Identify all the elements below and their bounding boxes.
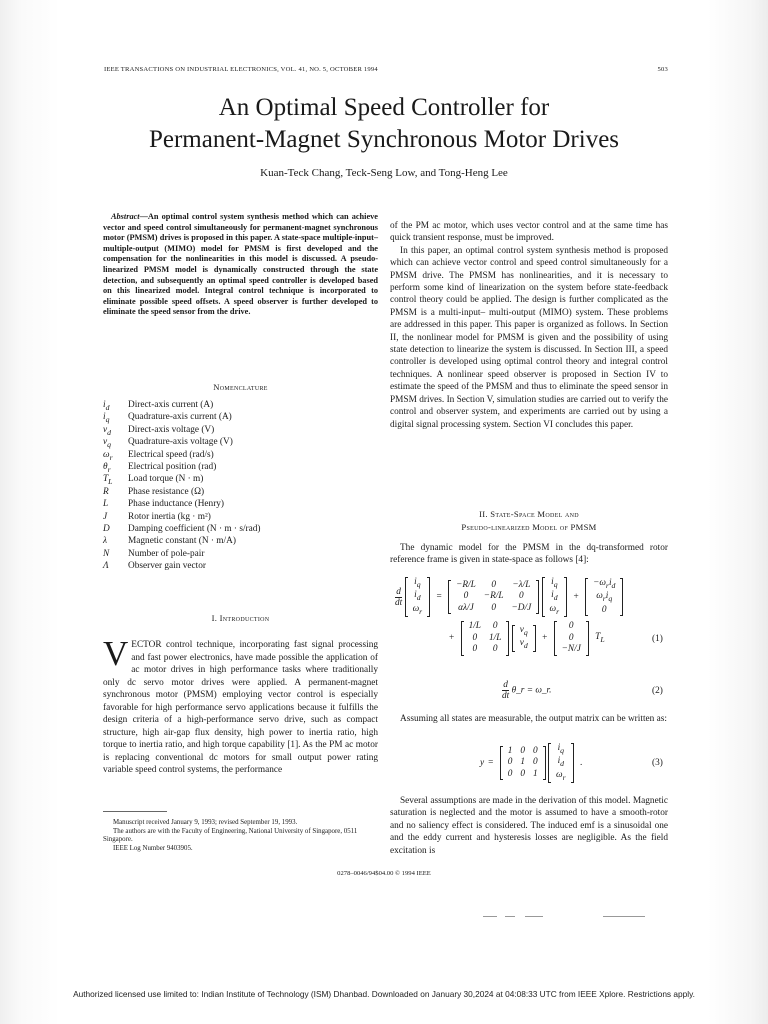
footnote-rule: [103, 811, 167, 812]
abstract: [103, 212, 378, 318]
nomenclature-row: [103, 560, 378, 572]
nomenclature-symbol: λ: [103, 536, 108, 547]
section-2-heading-line-1: II. State-Space Model and: [479, 509, 579, 519]
equation-1: $\frac{d}{dt}$ $i_q$ $i_d$ $\omega_r$ = −R/L 0 −λ/L 0 −R/L 0 αλ/J 0 −D/J $i_q$ $i_d$ $\omega_r$ + $-\omega_ri_d$ $\omega_ri_q$ 0: [395, 577, 623, 617]
equation-number: (2): [652, 686, 663, 696]
equation-number: (1): [652, 634, 663, 644]
nomenclature-symbol: $v_d$: [103, 424, 112, 437]
nomenclature-symbol: D: [103, 523, 110, 534]
equation-3: y = 1 0 0 0 1 0 0 0 1 $i_q$ $i_d$ $\omega_r$ .: [480, 743, 583, 782]
nomenclature-description: Load torque (N · m): [128, 474, 204, 485]
nomenclature-row: [103, 535, 378, 547]
abstract-lead: Abstract—: [111, 212, 148, 221]
assumptions-para: [390, 795, 668, 857]
nomenclature-description: Phase inductance (Henry): [128, 499, 225, 510]
dropcap-letter: V: [103, 634, 129, 673]
footnote-line: IEEE Log Number 9403905.: [113, 844, 193, 852]
nomenclature-symbol: $i_d$: [103, 400, 110, 412]
journal-name: IEEE TRANSACTIONS ON INDUSTRIAL ELECTRONICS, VOL. 41, NO. 5, OCTOBER 1994: [104, 66, 378, 73]
nomenclature-row: [103, 511, 378, 523]
nomenclature-symbol: $v_q$: [103, 437, 112, 450]
nomenclature-row: [103, 548, 378, 560]
nomenclature-symbol: N: [103, 548, 110, 559]
section-2-heading: [390, 508, 668, 534]
equation-2: $\frac{d}{dt}$ θ_r = ω_r.: [502, 680, 552, 701]
nomenclature-row: [103, 461, 378, 473]
nomenclature-symbol: $i_q$: [103, 412, 110, 425]
section-2-para: [390, 542, 668, 567]
nomenclature-symbol: J: [103, 511, 108, 522]
nomenclature-description: Electrical position (rad): [128, 461, 217, 472]
nomenclature-row: [103, 424, 378, 436]
paper-title: [84, 92, 684, 156]
intro-body: ECTOR control technique, incorporating fast signal processing and fast power electronics, have made possible the application of ac motor drives in high performance tasks where traditionally only dc servo motor drives were applied. A permanent-magnet synchronous motor (PMSM) employing vector control is especially favorable for high performance servo applications because it fulfills the design criteria of a high-performance servo drive, such as compact structure, high air-gap flux density, high power to inertia ratio, high torque to inertia ratio, and high torque capability [1]. As the PM ac motor is replacing conventional dc motors for small output power rating variable speed control systems, the performance: [103, 640, 378, 775]
nomenclature-symbol: $\omega_r$: [103, 449, 113, 462]
nomenclature-symbol: R: [103, 486, 109, 497]
paragraph: Assuming all states are measurable, the output matrix can be written as:: [400, 714, 667, 724]
right-column-intro: [390, 220, 668, 431]
intro-heading: I. Introduction: [211, 613, 270, 623]
paragraph: In this paper, an optimal control system synthesis method is proposed which can achieve vector control and speed control simultaneously for a PMSM drive. The PMSM has nonlinearities, and it is necessary to perform some kind of linearization on the system before state-feedback control theory could be applied. The design is further complicated as the PMSM is a multi-input– multi-output (MIMO) system. These problems are addressed in this paper. This paper is organized as follows. In Section II, the nonlinear model for PMSM is given and the possibility of using state detection to linearize the system is discussed. In Section III, a speed controller is developed using optimal control theory and integral control techniques. A nonlinear speed observer is proposed in Section IV to estimate the speed of the PMSM and thus to eliminate the speed sensor in PMSM drives. In Section V, simulation studies are carried out to verify the control and observer system, and experiments are carried out by using a digital signal processing system. Section VI concludes this paper.: [390, 245, 669, 430]
nomenclature-row: [103, 436, 378, 448]
equation-1-cont: + 1/L 0 0 1/L 0 0 $v_q$ $v_d$ + 0 0 −N/J $T_L$: [449, 621, 605, 654]
nomenclature-description: Quadrature-axis current (A): [128, 412, 232, 423]
intro-text: [103, 634, 378, 777]
abstract-text: An optimal control system synthesis method which can achieve vector and speed control simultaneously for permanent-magnet synchronous motor (PMSM) drives is proposed in this paper. A state-space multiple-input–multiple-output (MIMO) model for PMSM is first developed and the compensation for the nonlinearities in this model is discussed. A pseudo-linearized PMSM model is dynamically constructed through the state detection, and subsequently an optimal speed controller is developed based on this linearized model. Integral control technique is incorporated to eliminate possible speed offsets. A speed observer is further developed to eliminate the speed sensor from the drive.: [103, 212, 378, 317]
equation-2-rhs: θ_r = ω_r.: [511, 685, 552, 696]
nomenclature-list: [103, 399, 378, 572]
nomenclature-description: Observer gain vector: [128, 561, 206, 572]
nomenclature-row: [103, 498, 378, 510]
title-line-1: An Optimal Speed Controller for: [218, 94, 550, 121]
footnote-line: The authors are with the Faculty of Engineering, National University of Singapore, 0511 Singapore.: [103, 827, 358, 844]
footnote-line: Manuscript received January 9, 1993; revised September 19, 1993.: [113, 819, 298, 826]
nomenclature-description: Direct-axis voltage (V): [128, 424, 215, 435]
nomenclature-symbol: Λ: [103, 561, 109, 572]
scan-artifact-rule: [483, 916, 663, 917]
nomenclature-description: Electrical speed (rad/s): [128, 449, 214, 460]
output-matrix-para: [390, 713, 668, 725]
nomenclature-heading: Nomenclature: [213, 382, 268, 392]
page-number: 503: [657, 66, 668, 73]
nomenclature-description: Rotor inertia (kg · m²): [128, 511, 211, 522]
nomenclature-description: Number of pole-pair: [128, 548, 205, 559]
nomenclature-description: Damping coefficient (N · m · s/rad): [128, 523, 261, 534]
nomenclature-description: Direct-axis current (A): [128, 400, 214, 410]
equation-number: (3): [652, 758, 663, 768]
paragraph: Several assumptions are made in the derivation of this model. Magnetic saturation is neglected and the motor is assumed to have a smooth-rotor and no saliency effect is considered. The induced emf is a sinusoidal one and the eddy current and hysteresis losses are negligible. As the field excitation is: [390, 796, 668, 856]
copyright-line: 0278–0046/94$04.00 © 1994 IEEE: [337, 870, 431, 877]
paragraph: of the PM ac motor, which uses vector control and at the same time has quick transient response, must be improved.: [390, 221, 668, 244]
nomenclature-row: [103, 486, 378, 498]
nomenclature-row: [103, 449, 378, 461]
nomenclature-symbol: L: [103, 499, 109, 510]
nomenclature-row: [103, 523, 378, 535]
license-notice: Authorized licensed use limited to: Indian Institute of Technology (ISM) Dhanbad. Downloaded on January 30,2024 at 04:08:33 UTC from IEEE Xplore. Restrictions apply.: [73, 989, 695, 999]
nomenclature-row: [103, 399, 378, 411]
author-list: Kuan-Teck Chang, Teck-Seng Low, and Tong-Heng Lee: [260, 167, 508, 179]
nomenclature-symbol: $T_L$: [103, 474, 113, 487]
nomenclature-row: [103, 473, 378, 485]
nomenclature-description: Phase resistance (Ω): [128, 486, 205, 497]
nomenclature-row: [103, 411, 378, 423]
nomenclature-symbol: $\theta_r$: [103, 461, 111, 474]
paragraph: The dynamic model for the PMSM in the dq-transformed rotor reference frame is given in state-space as follows [4]:: [390, 543, 668, 566]
title-line-2: Permanent-Magnet Synchronous Motor Drives: [148, 126, 620, 153]
nomenclature-description: Magnetic constant (N · m/A): [128, 536, 236, 547]
section-2-heading-line-2: Pseudo-linearized Model of PMSM: [461, 522, 597, 532]
footnote: [103, 819, 378, 853]
nomenclature-description: Quadrature-axis voltage (V): [128, 437, 233, 448]
